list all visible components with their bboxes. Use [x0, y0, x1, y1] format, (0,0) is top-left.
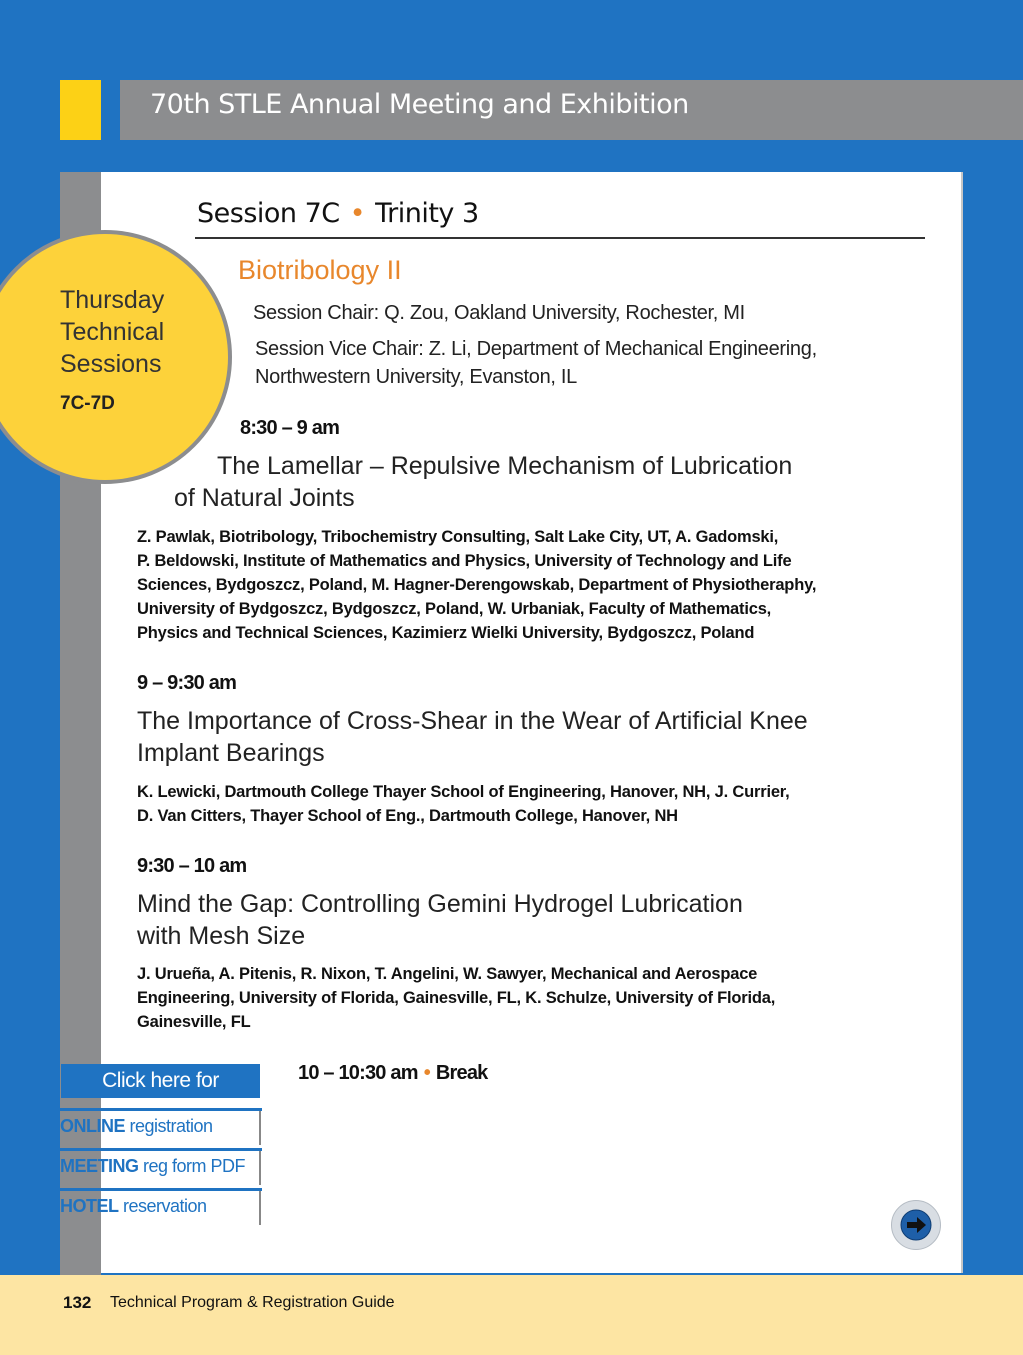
- session-number: Session 7C: [197, 198, 340, 229]
- talk-2-title-line-1: The Importance of Cross-Shear in the Wear of Artificial Knee: [137, 707, 808, 735]
- session-room: Trinity 3: [375, 198, 479, 229]
- session-heading: [197, 198, 479, 229]
- talk-2-title: [137, 705, 808, 769]
- talk-2-authors: [137, 780, 927, 828]
- talk-3-title: [137, 888, 743, 952]
- talk-2-time: 9 – 9:30 am: [137, 672, 237, 694]
- hotel-link-bold: HOTEL: [60, 1196, 119, 1216]
- footer-band: [0, 1275, 1023, 1355]
- meeting-link-rest: reg form PDF: [138, 1156, 246, 1176]
- arrow-right-icon: [892, 1201, 940, 1249]
- header-accent-tab: [60, 80, 101, 140]
- next-page-button[interactable]: [891, 1200, 941, 1250]
- bullet-dot: •: [423, 1062, 430, 1084]
- talk-1-authors-line-5: Physics and Technical Sciences, Kazimierz Wielki University, Bydgoszcz, Poland: [137, 624, 755, 642]
- bullet-dot: •: [349, 198, 366, 229]
- talk-3-authors: [137, 962, 927, 1034]
- circle-line-2: Technical: [60, 318, 165, 346]
- online-link-rest: registration: [125, 1116, 213, 1136]
- talk-3-time: 9:30 – 10 am: [137, 855, 247, 877]
- break-label: Break: [435, 1062, 488, 1084]
- talk-3-authors-line-2: Engineering, University of Florida, Gainesville, FL, K. Schulze, University of Florida,: [137, 989, 776, 1007]
- talk-2-title-line-2: Implant Bearings: [137, 739, 325, 767]
- link-divider: [259, 1191, 261, 1225]
- meeting-reg-form-link[interactable]: [0, 1148, 262, 1182]
- hotel-reservation-link[interactable]: [0, 1188, 262, 1222]
- talk-3-authors-line-3: Gainesville, FL: [137, 1013, 251, 1031]
- vice-chair-line-1: Session Vice Chair: Z. Li, Department of Mechanical Engineering,: [255, 338, 817, 360]
- break-time: 10 – 10:30 am: [298, 1062, 418, 1084]
- talk-1-authors: [137, 525, 927, 645]
- talk-3-title-line-1: Mind the Gap: Controlling Gemini Hydrogel Lubrication: [137, 890, 743, 918]
- talk-3-authors-line-1: J. Urueña, A. Pitenis, R. Nixon, T. Angelini, W. Sawyer, Mechanical and Aerospace: [137, 965, 758, 983]
- talk-3-title-line-2: with Mesh Size: [137, 922, 306, 950]
- click-here-label: Click here for: [61, 1064, 260, 1098]
- talk-1-time: 8:30 – 9 am: [240, 417, 340, 439]
- talk-1-title: [174, 450, 792, 514]
- talk-2-authors-line-2: D. Van Citters, Thayer School of Eng., Dartmouth College, Hanover, NH: [137, 807, 678, 825]
- vice-chair-line-2: Northwestern University, Evanston, IL: [255, 366, 577, 388]
- break-row: [298, 1062, 488, 1085]
- footer-title: Technical Program & Registration Guide: [110, 1294, 395, 1311]
- link-divider: [259, 1111, 261, 1145]
- talk-1-authors-line-3: Sciences, Bydgoszcz, Poland, M. Hagner-Derengowskab, Department of Physiotheraphy,: [137, 576, 817, 594]
- talk-2-authors-line-1: K. Lewicki, Dartmouth College Thayer School of Engineering, Hanover, NH, J. Currier,: [137, 783, 790, 801]
- link-divider: [259, 1151, 261, 1185]
- talk-1-authors-line-1: Z. Pawlak, Biotribology, Tribochemistry Consulting, Salt Lake City, UT, A. Gadomski,: [137, 528, 779, 546]
- circle-session-code: 7C-7D: [60, 393, 115, 414]
- talk-1-authors-line-2: P. Beldowski, Institute of Mathematics and Physics, University of Technology and Life: [137, 552, 792, 570]
- circle-line-3: Sessions: [60, 350, 162, 378]
- circle-line-1: Thursday: [60, 286, 165, 314]
- session-vice-chair: [255, 335, 915, 391]
- talk-1-title-line-2: of Natural Joints: [174, 484, 355, 512]
- circle-label: [60, 284, 164, 380]
- meeting-link-bold: MEETING: [60, 1156, 139, 1176]
- session-divider: [195, 237, 925, 239]
- session-title: Biotribology II: [238, 255, 402, 285]
- hotel-link-rest: reservation: [118, 1196, 207, 1216]
- online-registration-link[interactable]: [0, 1108, 262, 1142]
- session-chair: Session Chair: Q. Zou, Oakland University, Rochester, MI: [253, 302, 745, 324]
- talk-1-authors-line-4: University of Bydgoszcz, Bydgoszcz, Poland, W. Urbaniak, Faculty of Mathematics,: [137, 600, 772, 618]
- header-title: 70th STLE Annual Meeting and Exhibition: [150, 89, 689, 120]
- talk-1-title-line-1: The Lamellar – Repulsive Mechanism of Lubrication: [217, 452, 793, 480]
- page-number: 132: [63, 1293, 92, 1312]
- online-link-bold: ONLINE: [60, 1116, 126, 1136]
